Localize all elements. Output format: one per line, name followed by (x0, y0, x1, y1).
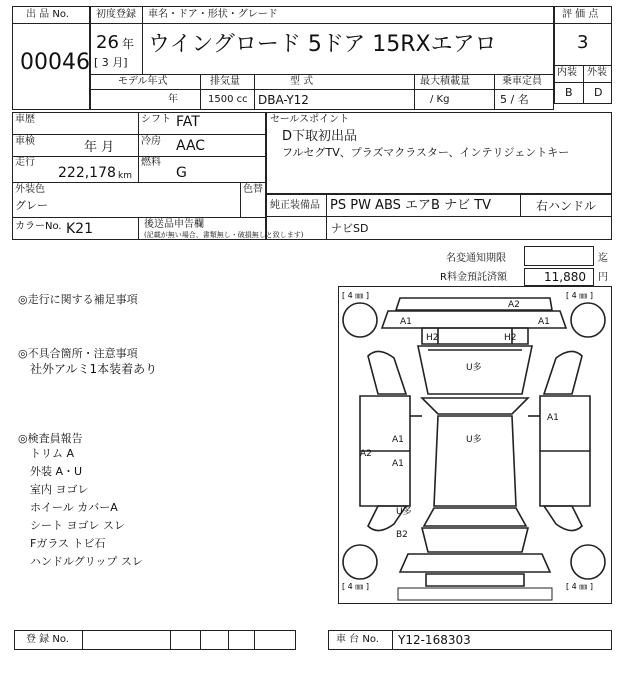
car-name: ウイングロード 5ドア 15RXエアロ (148, 32, 497, 57)
recycle-unit: 円 (598, 272, 608, 283)
tire-depth-rear-left: [ 4 ㎜ ] (342, 582, 369, 591)
interior-grade: B (565, 86, 573, 99)
recycle-label: R料金預託済額 (440, 272, 507, 283)
recycle-value: 11,880 (544, 270, 586, 284)
model-type-value: DBA-Y12 (258, 93, 309, 107)
reg-year-unit: 年 (122, 37, 135, 51)
damage-mark: H2 (504, 333, 517, 343)
inspection-label: 車検 (15, 136, 35, 147)
damage-mark: U多 (466, 435, 482, 445)
damage-mark: A1 (547, 413, 559, 423)
handle-value: 右ハンドル (536, 199, 597, 213)
fuel-value: G (176, 165, 187, 181)
inspector-item: ハンドルグリップ スレ (30, 555, 143, 568)
aftermarket-note: (記載が無い場合、書類無し・破損無しと致します) (144, 231, 304, 239)
mileage-label: 走行 (15, 157, 35, 168)
equipment-value: PS PW ABS エアB ナビ TV (330, 198, 492, 213)
tire-depth-front-right: [ 4 ㎜ ] (566, 291, 593, 300)
score-label: 評 価 点 (562, 9, 599, 20)
inspector-title: ◎検査員報告 (18, 432, 83, 445)
damage-mark: A1 (392, 435, 404, 445)
inspector-item: Fガラス トビ石 (30, 537, 106, 550)
equipment-label: 純正装備品 (270, 200, 320, 211)
inspector-item: 外装 A・U (30, 465, 83, 478)
damage-mark: U多 (466, 363, 482, 373)
chassis-label: 車 台 No. (336, 634, 379, 645)
max-load-value: / Kg (430, 94, 450, 105)
capacity-value: 5 / 名 (500, 93, 529, 106)
header-main-box (90, 6, 554, 110)
reg-year: 26 (96, 32, 119, 53)
color-no-label: カラーNo. (15, 221, 62, 232)
defect-notes-title: ◎不具合箇所・注意事項 (18, 347, 138, 360)
shift-value: FAT (176, 114, 200, 130)
inspector-item: トリム A (30, 447, 75, 460)
ac-label: 冷房 (141, 136, 161, 147)
mileage-value: 222,178 (58, 165, 116, 181)
inspector-item: ホイール カバーA (30, 501, 118, 514)
option-value: ナビSD (331, 222, 369, 235)
displacement-value: 1500 cc (208, 94, 248, 105)
history-label: 車歴 (15, 114, 35, 125)
tire-depth-front-left: [ 4 ㎜ ] (342, 291, 369, 300)
car-damage-diagram (338, 286, 612, 604)
displacement-label: 排気量 (210, 76, 240, 87)
name-change-unit: 迄 (598, 253, 608, 264)
driving-notes-title: ◎走行に関する補足事項 (18, 293, 138, 306)
fuel-label: 燃料 (141, 157, 161, 168)
score-value: 3 (577, 32, 589, 53)
first-reg-label: 初度登録 (96, 9, 136, 20)
color-value: グレー (15, 199, 48, 212)
chassis-number: Y12-168303 (398, 633, 471, 647)
color-no-value: K21 (66, 221, 93, 237)
interior-label: 内装 (557, 67, 577, 78)
color-label: 外装色 (15, 184, 45, 195)
sales-point-1: D下取初出品 (282, 129, 358, 144)
mileage-unit: km (118, 171, 132, 181)
exterior-label: 外装 (587, 67, 607, 78)
shift-label: シフト (141, 114, 171, 125)
inspection-value: 年 月 (84, 140, 115, 155)
lot-no-label: 出 品 No. (26, 9, 69, 20)
defect-note-1: 社外アルミ1本装着あり (30, 362, 158, 376)
model-year-unit: 年 (168, 94, 178, 105)
sales-point-label: セールスポイント (270, 114, 350, 125)
name-change-box (524, 246, 594, 266)
car-name-label: 車名・ドア・形状・グレード (148, 9, 278, 20)
inspector-item: 室内 ヨゴレ (30, 483, 89, 496)
exterior-grade: D (594, 86, 603, 99)
damage-mark: A1 (392, 459, 404, 469)
name-change-label: 名変通知期限 (446, 253, 506, 264)
inspector-item: シート ヨゴレ スレ (30, 519, 125, 532)
damage-mark: B2 (396, 530, 408, 540)
damage-mark: A2 (508, 300, 520, 310)
model-type-label: 型 式 (290, 76, 314, 87)
reg-no-label: 登 録 No. (26, 634, 69, 645)
damage-mark: A2 (360, 449, 372, 459)
model-year-label: モデル年式 (118, 76, 168, 87)
damage-mark: A1 (538, 317, 550, 327)
ac-value: AAC (176, 138, 206, 154)
max-load-label: 最大積載量 (420, 76, 470, 87)
tire-depth-rear-right: [ 4 ㎜ ] (566, 582, 593, 591)
lot-number: 00046 (20, 50, 90, 75)
damage-mark: H2 (426, 333, 439, 343)
damage-mark: U多 (396, 507, 412, 517)
color-change-label: 色替 (243, 184, 263, 195)
damage-mark: A1 (400, 317, 412, 327)
sales-point-2: フルセグTV、プラズマクラスター、インテリジェントキー (282, 146, 570, 159)
capacity-label: 乗車定員 (502, 76, 542, 87)
reg-month: [ 3 月] (94, 56, 128, 69)
aftermarket-label: 後送品申告欄 (144, 219, 204, 230)
